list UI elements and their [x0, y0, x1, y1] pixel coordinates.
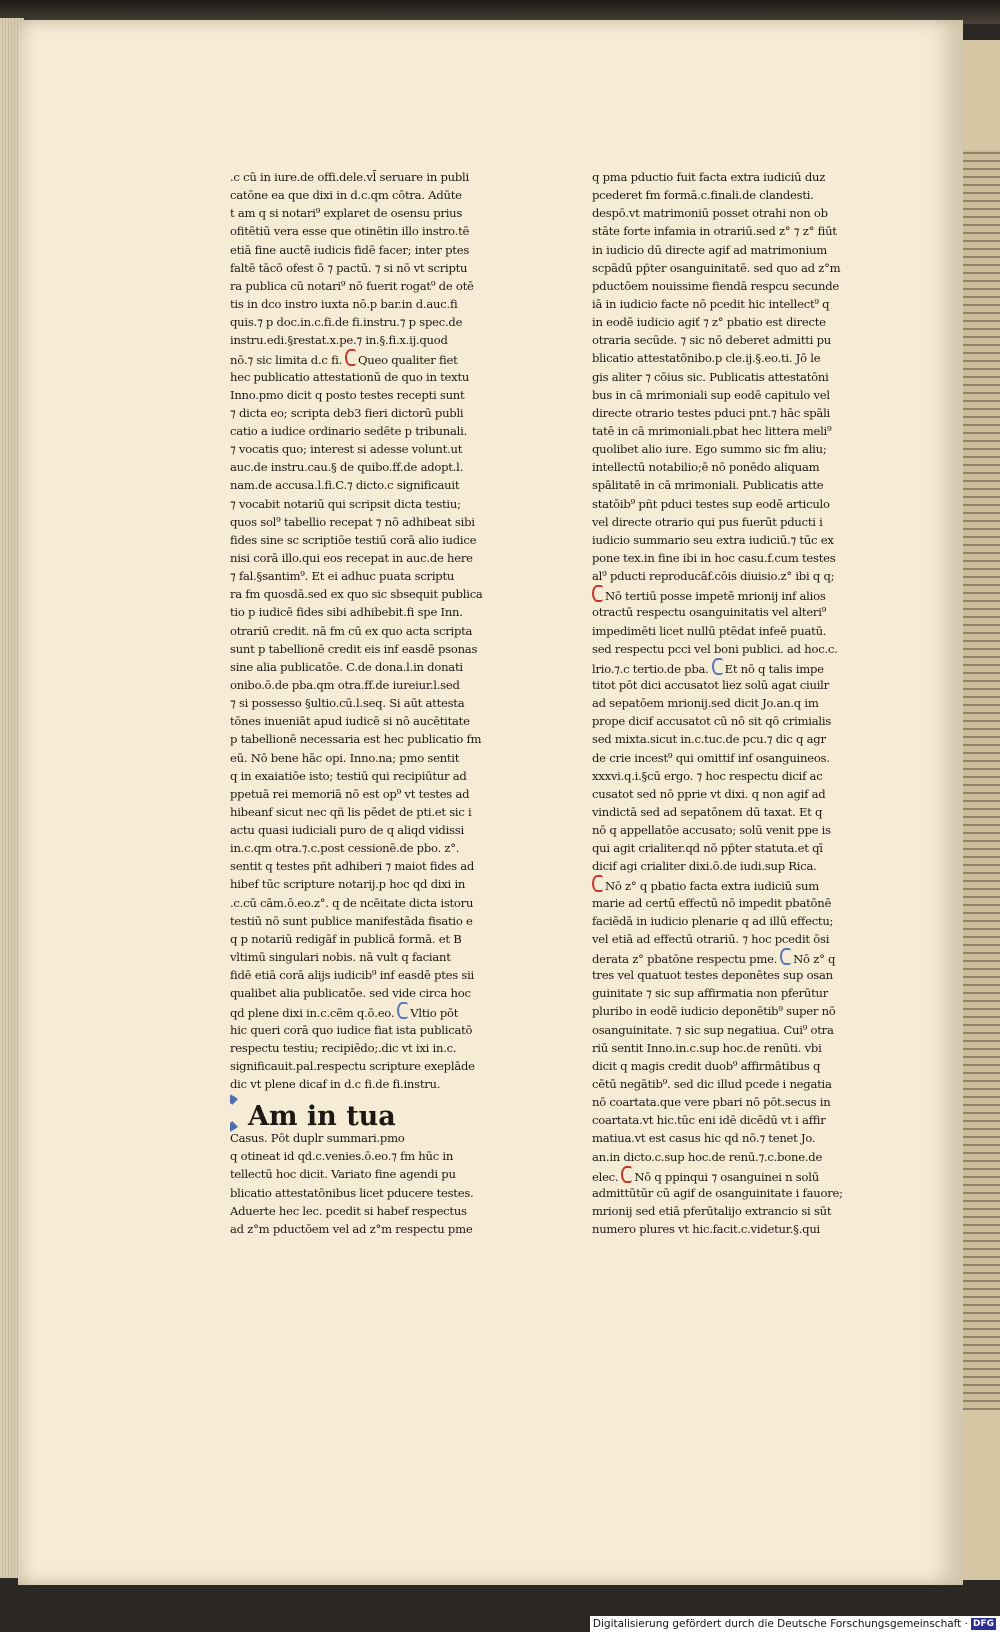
- line-text: pductōem nouissime fiendā respcu secunde: [592, 278, 840, 293]
- line-text: prope dicif accusatot cū nō sit qō crimialis: [592, 714, 832, 729]
- text-line: [230, 984, 485, 1002]
- line-text-continued: Queo qualiter fiet: [358, 353, 458, 368]
- text-line: [230, 894, 485, 912]
- line-text: otractū respectu osanguinitatis vel alteri⁹: [592, 605, 827, 620]
- text-line: [230, 749, 485, 767]
- text-line: [230, 1002, 485, 1020]
- line-text: quos sol⁹ tabellio recepat ⁊ nō adhibeat sibi: [230, 514, 475, 529]
- text-line: [592, 821, 854, 839]
- text-line: [592, 349, 854, 367]
- line-text: admittūtūr cū agif de osanguinitate i fauore;: [592, 1185, 843, 1200]
- text-line: [230, 277, 485, 295]
- text-line: [592, 1184, 854, 1202]
- text-line: [592, 476, 854, 494]
- text-line: [592, 259, 854, 277]
- line-text: otrariū credit. nā fm cū ex quo acta scripta: [230, 623, 473, 638]
- line-text: sed respectu pcci vel boni publici. ad hoc.c.: [592, 641, 838, 656]
- text-line: [230, 313, 485, 331]
- line-text: iā in iudicio facte nō pcedit hic intellect⁹ q: [592, 296, 830, 311]
- text-line: [230, 930, 485, 948]
- line-text: ra publica cū notari⁹ nō fuerit rogat⁹ de otē: [230, 278, 474, 293]
- line-text-continued: Vltio pōt: [410, 1006, 459, 1021]
- line-text: cusatot sed nō pprie vt dixi. q non agif ad: [592, 786, 826, 801]
- text-line: [230, 259, 485, 277]
- text-line: [592, 1057, 854, 1075]
- line-text: auc.de instru.cau.§ de quibo.ff.de adopt.l.: [230, 460, 464, 475]
- line-text: tres vel quatuot testes deponētes sup osan: [592, 968, 833, 983]
- text-line: [230, 1039, 485, 1057]
- line-text: hibef tūc scripture notarij.p hoc qd dixi in: [230, 877, 466, 892]
- line-text: nō coartata.que vere pbari nō pōt.secus in: [592, 1095, 831, 1110]
- line-text-continued: Nō z° q: [793, 952, 836, 967]
- line-text: tio p iudicē fides sibi adhibebit.fi spe Inn.: [230, 605, 463, 620]
- text-line: [230, 585, 485, 603]
- line-text: Am in tua: [248, 1101, 396, 1133]
- text-line: [230, 386, 485, 404]
- line-text: xxxvi.q.i.§cū ergo. ⁊ hoc respectu dicif ac: [592, 768, 823, 783]
- text-line: [230, 1147, 485, 1165]
- line-text: t am q si notari⁹ explaret de osensu prius: [230, 206, 463, 221]
- text-line: [230, 875, 485, 893]
- text-line: [592, 386, 854, 404]
- text-line: [230, 458, 485, 476]
- text-line: [230, 1184, 485, 1202]
- line-text: impedimēti licet nullū ptēdat infeē puatū.: [592, 623, 827, 638]
- text-line: [230, 295, 485, 313]
- text-line: [592, 295, 854, 313]
- line-text-continued: Nō q ppinqui ⁊ osanguinei n solū: [634, 1169, 819, 1184]
- text-line: [592, 186, 854, 204]
- line-text: Nō tertiū posse impetē mrionij inf alios: [605, 589, 826, 604]
- line-text: .c.cū cām.ō.eo.z°. q de ncēitate dicta istoru: [230, 895, 474, 910]
- text-line: [592, 368, 854, 386]
- line-text: sentit q testes pñt adhiberi ⁊ maiot fides ad: [230, 859, 475, 874]
- line-text-continued: Et nō q talis impe: [724, 661, 824, 676]
- text-line: [230, 1075, 485, 1093]
- text-line: [230, 495, 485, 513]
- line-text: instru.edi.§restat.x.pe.⁊ in.§.fi.x.ij.quod: [230, 333, 448, 348]
- text-line: [230, 821, 485, 839]
- line-text: nō q appellatōe accusato; solū venit ppe is: [592, 823, 831, 838]
- line-text: statōib⁹ pñt pduci testes sup eodē articulo: [592, 496, 830, 511]
- line-text: Aduerte hec lec. pcedit si habef respectus: [230, 1203, 467, 1218]
- line-text: hic queri corā quo iudice fiat ista publicatō: [230, 1022, 473, 1037]
- line-text: fides sine sc scriptiōe testiū corā alio iudice: [230, 532, 477, 547]
- text-line: [230, 186, 485, 204]
- text-line: [592, 676, 854, 694]
- text-line: [230, 549, 485, 567]
- text-line: [592, 948, 854, 966]
- line-text: quolibet alio iure. Ego summo sic fm aliu;: [592, 442, 827, 457]
- text-line: [592, 277, 854, 295]
- text-line: [230, 476, 485, 494]
- text-line: [592, 1021, 854, 1039]
- line-text: ⁊ vocabit notariū qui scripsit dicta testiu;: [230, 496, 461, 511]
- text-line: [592, 404, 854, 422]
- text-line: [592, 567, 854, 585]
- line-text: vel directe otrario qui pus fuerūt pducti i: [592, 514, 823, 529]
- faded-running-head: [123, 88, 243, 114]
- text-line: [230, 1021, 485, 1039]
- line-text: despō.vt matrimoniū posset otrahi non ob: [592, 206, 828, 221]
- line-text: osanguinitate. ⁊ sic sup negatiua. Cui⁹ otra: [592, 1022, 834, 1037]
- text-line: [592, 730, 854, 748]
- line-text: q otineat id qd.c.venies.ō.eo.⁊ fm hūc in: [230, 1149, 454, 1164]
- text-line: [592, 1075, 854, 1093]
- text-line: [230, 857, 485, 875]
- text-line: [230, 912, 485, 930]
- text-line: [230, 839, 485, 857]
- text-line: [592, 640, 854, 658]
- text-line: [592, 875, 854, 893]
- line-text: qui agit crialiter.qd nō pp̄ter statuta.et qī: [592, 841, 823, 856]
- line-text: nam.de accusa.l.fi.C.⁊ dicto.c significauit: [230, 478, 460, 493]
- line-text: qd plene dixi in.c.cēm q.ō.eo.: [230, 1006, 395, 1021]
- line-text: vel etiā ad effectū otrariū. ⁊ hoc pcedit ōsi: [592, 931, 830, 946]
- line-text: blicatio attestatōnibus licet pducere testes.: [230, 1185, 474, 1200]
- text-line: [592, 894, 854, 912]
- text-line: [592, 168, 854, 186]
- line-text: an.in dicto.c.sup hoc.de renū.⁊.c.bone.de: [592, 1149, 823, 1164]
- text-line: [230, 404, 485, 422]
- text-line: [230, 640, 485, 658]
- paragraph-mark-icon: [621, 1166, 632, 1183]
- line-text: dicit q magis credit duob⁹ affirmātibus q: [592, 1058, 821, 1073]
- text-line: [592, 857, 854, 875]
- line-text: bus in cā mrimoniali sup eodē capitulo vel: [592, 387, 830, 402]
- line-text: p tabellionē necessaria est hec publicatio fm: [230, 732, 482, 747]
- line-text: tis in dco instro iuxta nō.p bar.in d.auc.fi: [230, 296, 458, 311]
- text-line: [592, 440, 854, 458]
- line-text: ⁊ vocatis quo; interest si adesse volunt.ut: [230, 442, 463, 457]
- line-text: hec publicatio attestationū de quo in textu: [230, 369, 470, 384]
- line-text: dicif agi crialiter dixi.ō.de iudi.sup Rica.: [592, 859, 817, 874]
- line-text: ppetuā rei memoriā nō est op⁹ vt testes ad: [230, 786, 470, 801]
- line-text: lrio.⁊.c tertio.de pba.: [592, 661, 709, 676]
- text-line: [230, 331, 485, 349]
- text-line: [592, 531, 854, 549]
- text-line: [592, 712, 854, 730]
- line-text: faltē tācō ofest ō ⁊ pactū. ⁊ si nō vt scriptu: [230, 260, 468, 275]
- paragraph-mark-icon: [592, 585, 603, 602]
- line-text: in.c.qm otra.⁊.c.post cessionē.de pbo. z°.: [230, 841, 460, 856]
- text-line: [230, 730, 485, 748]
- line-text: blicatio attestatōnibo.p cle.ij.§.eo.ti. Jō le: [592, 351, 821, 366]
- text-line: [230, 1057, 485, 1075]
- line-text: de crie incest⁹ qui omittif inf osanguineos.: [592, 750, 830, 765]
- text-line: [592, 1148, 854, 1166]
- line-text: in iudicio dū directe agif ad matrimonium: [592, 242, 828, 257]
- text-line: [592, 1220, 854, 1238]
- line-text: ⁊ si possesso §ultio.cū.l.seq. Si aūt attesta: [230, 696, 465, 711]
- line-text: vltimū singulari nobis. nā vult q faciant: [230, 950, 451, 965]
- line-text: derata z° pbatōne respectu pme.: [592, 952, 778, 967]
- text-line: [230, 422, 485, 440]
- line-text: stāte forte infamia in otrariū.sed z° ⁊ z° fiūt: [592, 224, 837, 239]
- left-text-column: [230, 168, 485, 1238]
- line-text: ad z°m pductōem vel ad z°m respectu pme: [230, 1221, 473, 1236]
- text-line: [592, 767, 854, 785]
- text-line: [592, 495, 854, 513]
- text-line: [230, 567, 485, 585]
- text-line: [230, 513, 485, 531]
- line-text: spālitatē in cā mrimoniali. Publicatis atte: [592, 478, 824, 493]
- text-line: [230, 440, 485, 458]
- text-line: [592, 622, 854, 640]
- line-text: riū sentit Inno.in.c.sup hoc.de renūti. vbi: [592, 1040, 822, 1055]
- text-line: [592, 422, 854, 440]
- text-line: [592, 1111, 854, 1129]
- line-text: tōnes inueniāt apud iudicē si nō aucētitate: [230, 714, 470, 729]
- paragraph-mark-icon: [712, 658, 723, 675]
- text-line: [592, 658, 854, 676]
- line-text: Inno.pmo dicit q posto testes recepti sunt: [230, 387, 465, 402]
- line-text: pluribo in eodē iudicio deponētib⁹ super nō: [592, 1004, 836, 1019]
- text-line: [592, 1002, 854, 1020]
- line-text: dic vt plene dicaf in d.c fi.de fi.instru.: [230, 1077, 441, 1092]
- line-text: titot pōt dici accusatot liez solū agat ciuilr: [592, 677, 829, 692]
- text-line: [230, 1202, 485, 1220]
- paragraph-mark-icon: [592, 875, 603, 892]
- text-line: [230, 1220, 485, 1238]
- line-text: sine alia publicatōe. C.de dona.l.in donati: [230, 659, 463, 674]
- text-line: [592, 585, 854, 603]
- line-text: catōne ea que dixi in d.c.qm cōtra. Adūte: [230, 188, 462, 203]
- line-text: eū. Nō bene hāc opi. Inno.na; pmo sentit: [230, 750, 460, 765]
- text-line: [230, 948, 485, 966]
- line-text: marie ad certū effectū nō impedit pbatōnē: [592, 895, 832, 910]
- text-line: [592, 1166, 854, 1184]
- text-line: [592, 549, 854, 567]
- text-line: [230, 349, 485, 367]
- line-text: onibo.ō.de pba.qm otra.ff.de iureiur.l.sed: [230, 677, 460, 692]
- text-line: [230, 603, 485, 621]
- text-line: [592, 458, 854, 476]
- text-line: [592, 966, 854, 984]
- text-line: [230, 676, 485, 694]
- text-line: [230, 767, 485, 785]
- text-line: [592, 222, 854, 240]
- line-text: testiū nō sunt publice manifestāda fisatio e: [230, 913, 473, 928]
- line-text: tellectū hoc dicit. Variato fine agendi pu: [230, 1167, 456, 1182]
- line-text: scpādū pp̄ter osanguinitatē. sed quo ad z°m: [592, 260, 841, 275]
- line-text: q p notariū redigāf in publicā formā. et B: [230, 931, 462, 946]
- text-line: [592, 912, 854, 930]
- footer-text: Digitalisierung gefördert durch die Deutsche Forschungsgemeinschaft: [592, 1618, 962, 1630]
- line-text: pcederet fm formā.c.finali.de clandesti.: [592, 188, 814, 203]
- line-text: otraria secūde. ⁊ sic nō deberet admitti pu: [592, 333, 831, 348]
- line-text: directe otrario testes pduci pnt.⁊ hāc spāli: [592, 405, 830, 420]
- line-text: matiua.vt est casus hic qd nō.⁊ tenet Jo.: [592, 1131, 816, 1146]
- text-line: [592, 241, 854, 259]
- paragraph-mark-icon: [397, 1002, 408, 1019]
- text-line: [230, 168, 485, 186]
- line-text: numero plures vt hic.facit.c.videtur.§.qui: [592, 1222, 821, 1237]
- text-line: [592, 839, 854, 857]
- text-line: [230, 712, 485, 730]
- text-line: [230, 785, 485, 803]
- line-text: intellectū notabilio;ē nō ponēdo aliquam: [592, 460, 820, 475]
- line-text: elec.: [592, 1169, 619, 1184]
- text-line: [230, 241, 485, 259]
- paragraph-mark-icon: [345, 349, 356, 366]
- digitization-footer: Digitalisierung gefördert durch die Deutsche Forschungsgemeinschaft · DFG: [590, 1616, 1000, 1632]
- line-text: q in exaiatiōe isto; testiū qui recipiūtur ad: [230, 768, 467, 783]
- text-line: [592, 1039, 854, 1057]
- line-text: nō.⁊ sic limita d.c fi.: [230, 353, 343, 368]
- text-line: [592, 603, 854, 621]
- line-text: ad sepatōem mrionij.sed dicit Jo.an.q im: [592, 696, 819, 711]
- text-line: [230, 1165, 485, 1183]
- text-line: [230, 531, 485, 549]
- line-text: quis.⁊ p doc.in.c.fi.de fi.instru.⁊ p spec.de: [230, 315, 463, 330]
- dfg-logo: DFG: [972, 1619, 994, 1629]
- line-text: in eodē iudicio agiť ⁊ z° pbatio est directe: [592, 315, 826, 330]
- line-text: qualibet alia publicatōe. sed vide circa hoc: [230, 986, 471, 1001]
- text-line: [230, 658, 485, 676]
- line-text: vindictā sed ad sepatōnem dū taxat. Et q: [592, 804, 823, 819]
- line-text: Casus. Pōt duplr summari.pmo: [230, 1131, 405, 1146]
- line-text: hibeanf sicut nec qñ lis pēdet de pti.et sic i: [230, 804, 472, 819]
- text-line: [230, 368, 485, 386]
- text-line: [230, 222, 485, 240]
- text-line: [592, 313, 854, 331]
- text-line: [592, 1129, 854, 1147]
- text-line: [592, 513, 854, 531]
- text-line: [230, 622, 485, 640]
- text-line: [230, 1093, 485, 1133]
- paragraph-mark-icon: [780, 948, 791, 965]
- line-text: nisi corā illo.qui eos recepat in auc.de here: [230, 550, 473, 565]
- line-text: catio a iudice ordinario sedēte p tribunali.: [230, 423, 468, 438]
- text-line: [592, 785, 854, 803]
- line-text: significauit.pal.respectu scripture exeplāde: [230, 1058, 475, 1073]
- line-text: sunt p tabellionē credit eis inf easdē psonas: [230, 641, 478, 656]
- right-text-column: [592, 168, 854, 1238]
- line-text: ra fm quosdā.sed ex quo sic sbsequit publica: [230, 587, 483, 602]
- text-line: [592, 930, 854, 948]
- text-line: [592, 984, 854, 1002]
- line-text: .c cũ in iure.de offi.dele.vl̄ seruare in publi: [230, 170, 469, 184]
- text-line: [592, 1093, 854, 1111]
- line-text: mrionij sed etiā pferūtalijo extrancio si sūt: [592, 1204, 832, 1219]
- line-text: ⁊ fal.§santim⁹. Et ei adhuc puata scriptu: [230, 569, 455, 584]
- line-text: tatē in cā mrimoniali.pbat hec littera meli⁹: [592, 423, 832, 438]
- text-line: [592, 803, 854, 821]
- line-text: etiā fine auctē iudicis fidē facer; inter ptes: [230, 242, 470, 257]
- line-text: guinitate ⁊ sic sup affirmatia non pferūtur: [592, 986, 829, 1001]
- text-line: [592, 749, 854, 767]
- line-text: Nō z° q pbatio facta extra iudiciū sum: [605, 879, 820, 894]
- text-line: [592, 694, 854, 712]
- text-line: [592, 1202, 854, 1220]
- line-text: faciēdā in iudicio plenarie q ad illū effectu;: [592, 913, 834, 928]
- line-text: gis aliter ⁊ cōius sic. Publicatis attestatōni: [592, 369, 829, 384]
- line-text: ofitētiū vera esse que otinētin illo instro.tē: [230, 224, 470, 239]
- decorated-initial-icon: [230, 1093, 244, 1133]
- line-text: pone tex.in fine ibi in hoc casu.f.cum testes: [592, 550, 836, 565]
- text-line: [230, 966, 485, 984]
- text-line: [592, 204, 854, 222]
- line-text: sed mixta.sicut in.c.tuc.de pcu.⁊ dic q agr: [592, 732, 826, 747]
- line-text: iudicio summario seu extra iudiciū.⁊ tūc ex: [592, 532, 834, 547]
- line-text: coartata.vt hic.tūc eni idē dicēdū vt i affir: [592, 1113, 826, 1128]
- line-text: q pma pductio fuit facta extra iudiciū duz: [592, 170, 826, 184]
- line-text: fidē etiā corā alijs iudicib⁹ inf easdē ptes sii: [230, 968, 475, 983]
- line-text: respectu testiu; recipiēdo;.dic vt ixi in.c.: [230, 1040, 457, 1055]
- text-line: [230, 1129, 485, 1147]
- text-line: [230, 204, 485, 222]
- line-text: ⁊ dicta eo; scripta deb3 fieri dictorū publi: [230, 405, 464, 420]
- line-text: cētū negātib⁹. sed dic illud pcede i negatia: [592, 1077, 832, 1092]
- line-text: actu quasi iudiciali puro de q aliqd vidissi: [230, 823, 464, 838]
- text-line: [230, 803, 485, 821]
- line-text: al⁹ pducti reproducāf.cōis diuisio.z° ibi q q;: [592, 569, 835, 584]
- text-line: [592, 331, 854, 349]
- text-line: [230, 694, 485, 712]
